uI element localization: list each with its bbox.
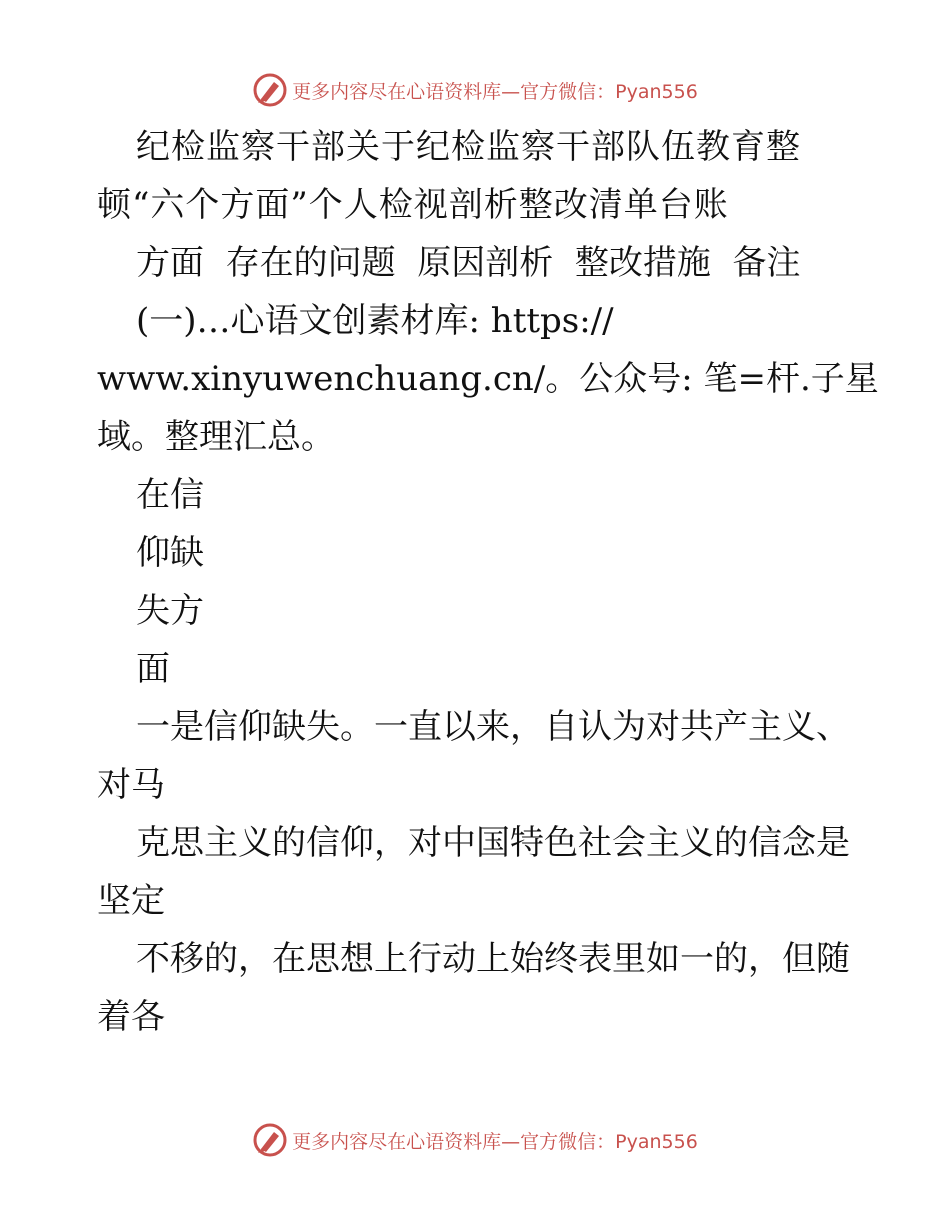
body-line: 一是信仰缺失。一直以来，自认为对共产主义、 xyxy=(136,707,850,747)
body-line: 克思主义的信仰，对中国特色社会主义的信念是 xyxy=(136,823,850,863)
body-line: 对马 xyxy=(97,765,165,805)
document-title-line-2: 顿“六个方面”个人检视剖析整改清单台账 xyxy=(97,185,729,225)
source-line-2: www.xinyuwenchuang.cn/。公众号: 笔=杆.子星 xyxy=(97,359,879,399)
pen-nib-logo-icon xyxy=(252,72,288,108)
body-line: 坚定 xyxy=(97,881,165,921)
category-line: 仰缺 xyxy=(136,533,204,573)
watermark-text: 更多内容尽在心语资料库—官方微信：Pyan556 xyxy=(292,1130,698,1153)
source-line-3: 域。整理汇总。 xyxy=(97,417,335,457)
category-line: 失方 xyxy=(136,591,204,631)
header-watermark xyxy=(0,70,950,110)
document-body xyxy=(97,118,879,1046)
pen-nib-logo-icon xyxy=(252,1122,288,1158)
body-line: 不移的，在思想上行动上始终表里如一的，但随 xyxy=(136,939,850,979)
document-title-line-1: 纪检监察干部关于纪检监察干部队伍教育整 xyxy=(136,127,801,167)
footer-watermark xyxy=(0,1120,950,1160)
watermark-text: 更多内容尽在心语资料库—官方微信：Pyan556 xyxy=(292,80,698,103)
table-header-row: 方面 存在的问题 原因剖析 整改措施 备注 xyxy=(136,243,801,283)
category-line: 在信 xyxy=(136,475,204,515)
body-line: 着各 xyxy=(97,997,165,1037)
source-line-1: (一)…心语文创素材库: https:// xyxy=(136,301,614,341)
category-line: 面 xyxy=(136,649,170,689)
